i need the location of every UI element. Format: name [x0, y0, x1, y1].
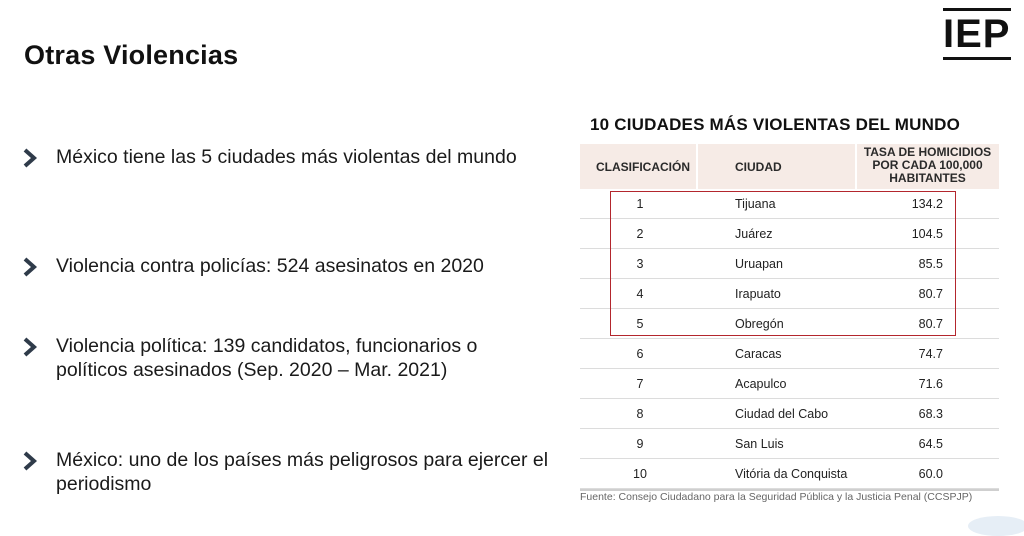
cell-rate: 134.2 — [911, 197, 943, 211]
bullet-text: México: uno de los países más peligrosos para ejercer el periodismo — [56, 449, 549, 495]
bullet-text: México tiene las 5 ciudades más violentas del mundo — [56, 146, 517, 168]
header-rank: CLASIFICACIÓN — [596, 160, 690, 174]
chevron-right-icon — [22, 337, 38, 357]
cell-rank: 7 — [636, 377, 644, 391]
table-row — [580, 399, 999, 429]
cell-rate: 80.7 — [918, 317, 943, 331]
cell-rate: 104.5 — [911, 227, 943, 241]
slide-title: Otras Violencias — [24, 40, 239, 70]
bullet-item — [22, 334, 506, 382]
bullet-text: Violencia política: 139 candidatos, funcionarios o políticos asesinados (Sep. 2020 – Mar. 2021) — [56, 335, 478, 381]
cell-rank: 6 — [636, 347, 644, 361]
cell-rank: 1 — [636, 197, 644, 211]
source-note: Fuente: Consejo Ciudadano para la Seguridad Pública y la Justicia Penal (CCSPJP) — [580, 491, 973, 503]
table-header — [580, 144, 999, 189]
cell-city: Ciudad del Cabo — [735, 407, 829, 421]
cell-rate: 60.0 — [918, 467, 943, 481]
cell-rank: 3 — [636, 257, 644, 271]
cell-rank: 9 — [636, 437, 644, 451]
cell-city: Caracas — [735, 347, 782, 361]
cell-city: Tijuana — [735, 197, 776, 211]
cell-city: Acapulco — [735, 377, 787, 391]
logo-text: IEP — [943, 12, 1011, 56]
cell-rate: 80.7 — [918, 287, 943, 301]
cell-rank: 4 — [636, 287, 644, 301]
cell-rate: 74.7 — [918, 347, 943, 361]
table-title: 10 CIUDADES MÁS VIOLENTAS DEL MUNDO — [590, 115, 961, 134]
bullet-text: Violencia contra policías: 524 asesinatos en 2020 — [56, 255, 484, 277]
table-row — [580, 459, 999, 489]
table-row — [580, 429, 999, 459]
header-rate: TASA DE HOMICIDIOS POR CADA 100,000 HABITANTES — [863, 145, 992, 185]
iep-logo — [943, 8, 1011, 60]
cell-rate: 64.5 — [918, 437, 943, 451]
cell-rate: 85.5 — [918, 257, 943, 271]
cell-city: Vitória da Conquista — [735, 467, 848, 481]
header-divider — [696, 144, 698, 189]
chevron-right-icon — [22, 257, 38, 277]
table-row — [580, 339, 999, 369]
cell-city: Irapuato — [735, 287, 781, 301]
table-row — [580, 369, 999, 399]
cell-city: Obregón — [735, 317, 784, 331]
cell-city: Juárez — [735, 227, 773, 241]
chevron-right-icon — [22, 148, 38, 168]
cell-rank: 10 — [633, 467, 647, 481]
logo-bottom-bar — [943, 57, 1011, 60]
cell-rank: 5 — [636, 317, 644, 331]
cell-city: San Luis — [735, 437, 784, 451]
header-city: CIUDAD — [735, 160, 782, 174]
cell-rate: 71.6 — [918, 377, 943, 391]
cell-city: Uruapan — [735, 257, 783, 271]
chevron-right-icon — [22, 451, 38, 471]
cell-rank: 2 — [636, 227, 644, 241]
cell-rank: 8 — [636, 407, 644, 421]
corner-decoration — [968, 516, 1024, 536]
mexico-highlight-box — [610, 191, 956, 336]
bullet-item — [22, 448, 556, 496]
bullet-item — [22, 145, 556, 169]
bullet-item — [22, 254, 556, 278]
cell-rate: 68.3 — [918, 407, 943, 421]
